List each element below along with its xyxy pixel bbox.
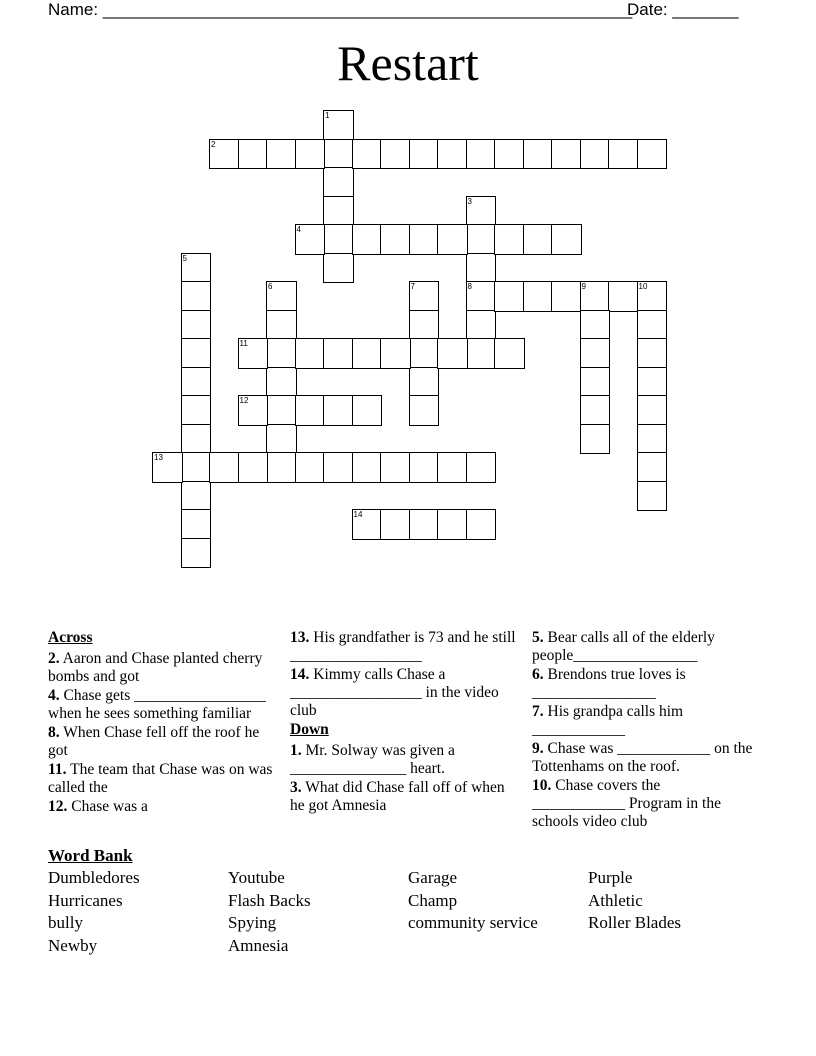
grid-cell[interactable]	[494, 281, 525, 312]
clue-across-11: 11. The team that Chase was on was called the	[48, 761, 273, 796]
grid-cell[interactable]	[352, 452, 383, 483]
grid-cell[interactable]	[523, 224, 554, 255]
grid-cell[interactable]	[266, 395, 297, 426]
grid-cell[interactable]	[580, 310, 611, 341]
grid-cell[interactable]	[409, 395, 440, 426]
word-bank-item: Spying	[228, 913, 277, 933]
grid-cell[interactable]	[295, 224, 326, 255]
grid-cell[interactable]	[494, 224, 525, 255]
grid-cell[interactable]	[437, 139, 468, 170]
grid-cell[interactable]	[266, 139, 297, 170]
across-heading: Across	[48, 629, 93, 646]
grid-cell[interactable]	[637, 395, 668, 426]
clue-down-1: 1. Mr. Solway was given a _______________ heart.	[290, 742, 455, 777]
grid-cell[interactable]	[266, 338, 297, 369]
clue-across-14: 14. Kimmy calls Chase a _________________ in the video club	[290, 666, 499, 719]
grid-cell[interactable]	[637, 310, 668, 341]
grid-cell[interactable]	[323, 167, 354, 198]
clue-number: 12	[239, 396, 249, 405]
clue-number: 14	[353, 510, 363, 519]
grid-cell[interactable]	[266, 452, 297, 483]
grid-cell[interactable]	[466, 281, 497, 312]
grid-cell[interactable]	[466, 196, 497, 227]
grid-cell[interactable]	[266, 310, 297, 341]
date-field-label: Date: _______	[627, 0, 739, 19]
grid-cell[interactable]	[266, 281, 297, 312]
clue-across-2: 2. Aaron and Chase planted cherry bombs and got	[48, 650, 263, 685]
word-bank-item: Dumbledores	[48, 868, 140, 887]
grid-cell[interactable]	[523, 139, 554, 170]
grid-cell[interactable]	[181, 452, 212, 483]
grid-cell[interactable]	[380, 338, 411, 369]
grid-cell[interactable]	[409, 367, 440, 398]
clue-number: 13	[154, 453, 163, 462]
clue-number: 3	[467, 196, 472, 206]
grid-cell[interactable]	[181, 424, 212, 455]
grid-cell[interactable]	[238, 452, 269, 483]
grid-cell[interactable]	[466, 452, 497, 483]
word-bank-item: Champ	[408, 890, 458, 910]
grid-cell[interactable]	[637, 452, 668, 483]
grid-cell[interactable]	[266, 424, 297, 455]
word-bank-item: Newby	[48, 936, 98, 956]
clue-number: 2	[211, 139, 216, 149]
clue-down-9: 9. Chase was ____________ on the Tottenhams on the roof.	[532, 740, 753, 775]
grid-cell[interactable]	[266, 367, 297, 398]
grid-cell[interactable]	[466, 139, 497, 170]
grid-cell[interactable]	[466, 338, 497, 369]
grid-cell[interactable]	[238, 395, 269, 426]
clue-down-3: 3. What did Chase fall off of when he got Amnesia	[290, 779, 505, 814]
grid-cell[interactable]	[352, 338, 383, 369]
grid-cell[interactable]	[551, 139, 582, 170]
clues-column-3	[532, 629, 754, 832]
grid-cell[interactable]	[523, 281, 554, 312]
name-field-label: Name: ________________________________________________________	[48, 0, 633, 19]
grid-cell[interactable]	[295, 338, 326, 369]
grid-cell[interactable]	[152, 452, 183, 483]
grid-cell[interactable]	[323, 139, 354, 170]
word-bank-item: Hurricanes	[48, 890, 123, 910]
word-bank-item: bully	[48, 913, 83, 933]
grid-cell[interactable]	[295, 139, 326, 170]
grid-cell[interactable]	[181, 509, 212, 540]
grid-cell[interactable]	[637, 367, 668, 398]
grid-cell[interactable]	[295, 395, 326, 426]
grid-cell[interactable]	[181, 395, 212, 426]
grid-cell[interactable]	[352, 139, 383, 170]
page-title: Restart	[337, 35, 479, 91]
grid-cell[interactable]	[209, 452, 240, 483]
word-bank-item: Flash Backs	[228, 890, 311, 910]
grid-cell[interactable]	[466, 224, 497, 255]
grid-cell[interactable]	[323, 224, 354, 255]
clue-number: 6	[268, 282, 273, 291]
grid-cell[interactable]	[409, 452, 440, 483]
clue-down-7: 7. His grandpa calls him ____________	[532, 703, 684, 738]
grid-cell[interactable]	[323, 196, 354, 227]
grid-cell[interactable]	[580, 338, 611, 369]
grid-cell[interactable]	[409, 310, 440, 341]
clues-column-2	[290, 629, 522, 816]
clue-number: 7	[410, 282, 415, 291]
grid-cell[interactable]	[637, 139, 668, 170]
clue-across-13: 13. His grandfather is 73 and he still _________________	[290, 629, 516, 664]
grid-cell[interactable]	[580, 281, 611, 312]
grid-cell[interactable]	[352, 395, 383, 426]
grid-cell[interactable]	[181, 281, 212, 312]
grid-cell[interactable]	[323, 253, 354, 284]
grid-cell[interactable]	[409, 139, 440, 170]
clue-number: 8	[467, 282, 472, 291]
grid-cell[interactable]	[466, 253, 497, 284]
grid-cell[interactable]	[409, 281, 440, 312]
grid-cell[interactable]	[380, 452, 411, 483]
grid-cell[interactable]	[608, 281, 639, 312]
grid-cell[interactable]	[323, 395, 354, 426]
grid-cell[interactable]	[637, 281, 668, 312]
grid-cell[interactable]	[323, 452, 354, 483]
grid-cell[interactable]	[580, 367, 611, 398]
grid-cell[interactable]	[323, 110, 354, 141]
grid-cell[interactable]	[494, 338, 525, 369]
grid-cell[interactable]	[352, 224, 383, 255]
down-heading: Down	[290, 721, 329, 738]
grid-cell[interactable]	[580, 395, 611, 426]
grid-cell[interactable]	[181, 367, 212, 398]
grid-cell[interactable]	[637, 338, 668, 369]
grid-cell[interactable]	[380, 139, 411, 170]
clue-down-10: 10. Chase covers the ____________ Program in the schools video club	[532, 777, 721, 830]
word-bank-item: Athletic	[588, 890, 643, 910]
grid-cell[interactable]	[209, 139, 240, 170]
grid-cell[interactable]	[551, 281, 582, 312]
clues-column-1	[48, 629, 276, 817]
grid-cell[interactable]	[238, 139, 269, 170]
clue-number: 10	[638, 282, 648, 291]
grid-cell[interactable]	[580, 139, 611, 170]
grid-cell[interactable]	[437, 338, 468, 369]
grid-cell[interactable]	[637, 424, 668, 455]
word-bank-item: Amnesia	[228, 936, 289, 956]
grid-cell[interactable]	[637, 481, 668, 512]
grid-cell[interactable]	[551, 224, 582, 255]
clue-across-4: 4. Chase gets _________________ when he sees something familiar	[48, 687, 266, 722]
grid-cell[interactable]	[409, 338, 440, 369]
clue-number: 1	[325, 111, 330, 120]
grid-cell[interactable]	[181, 253, 212, 284]
grid-cell[interactable]	[437, 224, 468, 255]
grid-cell[interactable]	[181, 538, 212, 569]
word-bank-item: community service	[408, 913, 538, 933]
clue-across-12: 12. Chase was a	[48, 798, 148, 815]
grid-cell[interactable]	[466, 509, 497, 540]
clue-across-8: 8. When Chase fell off the roof he got	[48, 724, 260, 759]
word-bank-item: Youtube	[228, 868, 285, 887]
word-bank-item: Purple	[588, 868, 633, 887]
grid-cell[interactable]	[181, 481, 212, 512]
grid-cell[interactable]	[409, 509, 440, 540]
grid-cell[interactable]	[580, 424, 611, 455]
clue-down-6: 6. Brendons true loves is ________________	[532, 666, 686, 701]
grid-cell[interactable]	[181, 338, 212, 369]
grid-cell[interactable]	[238, 338, 269, 369]
word-bank-item: Garage	[408, 868, 458, 887]
clue-number: 9	[581, 282, 586, 291]
grid-cell[interactable]	[295, 452, 326, 483]
grid-cell[interactable]	[323, 338, 354, 369]
grid-cell[interactable]	[380, 224, 411, 255]
clue-number: 4	[296, 225, 301, 234]
grid-cell[interactable]	[466, 310, 497, 341]
clue-number: 11	[239, 339, 248, 348]
clue-down-5: 5. Bear calls all of the elderly people________________	[532, 629, 715, 664]
word-bank-heading: Word Bank	[48, 846, 133, 865]
grid-cell[interactable]	[380, 509, 411, 540]
grid-cell[interactable]	[181, 310, 212, 341]
grid-cell[interactable]	[494, 139, 525, 170]
grid-cell[interactable]	[409, 224, 440, 255]
grid-cell[interactable]	[352, 509, 383, 540]
grid-cell[interactable]	[437, 509, 468, 540]
word-bank-item: Roller Blades	[588, 913, 682, 933]
grid-cell[interactable]	[437, 452, 468, 483]
grid-cell[interactable]	[608, 139, 639, 170]
clue-number: 5	[182, 253, 187, 263]
